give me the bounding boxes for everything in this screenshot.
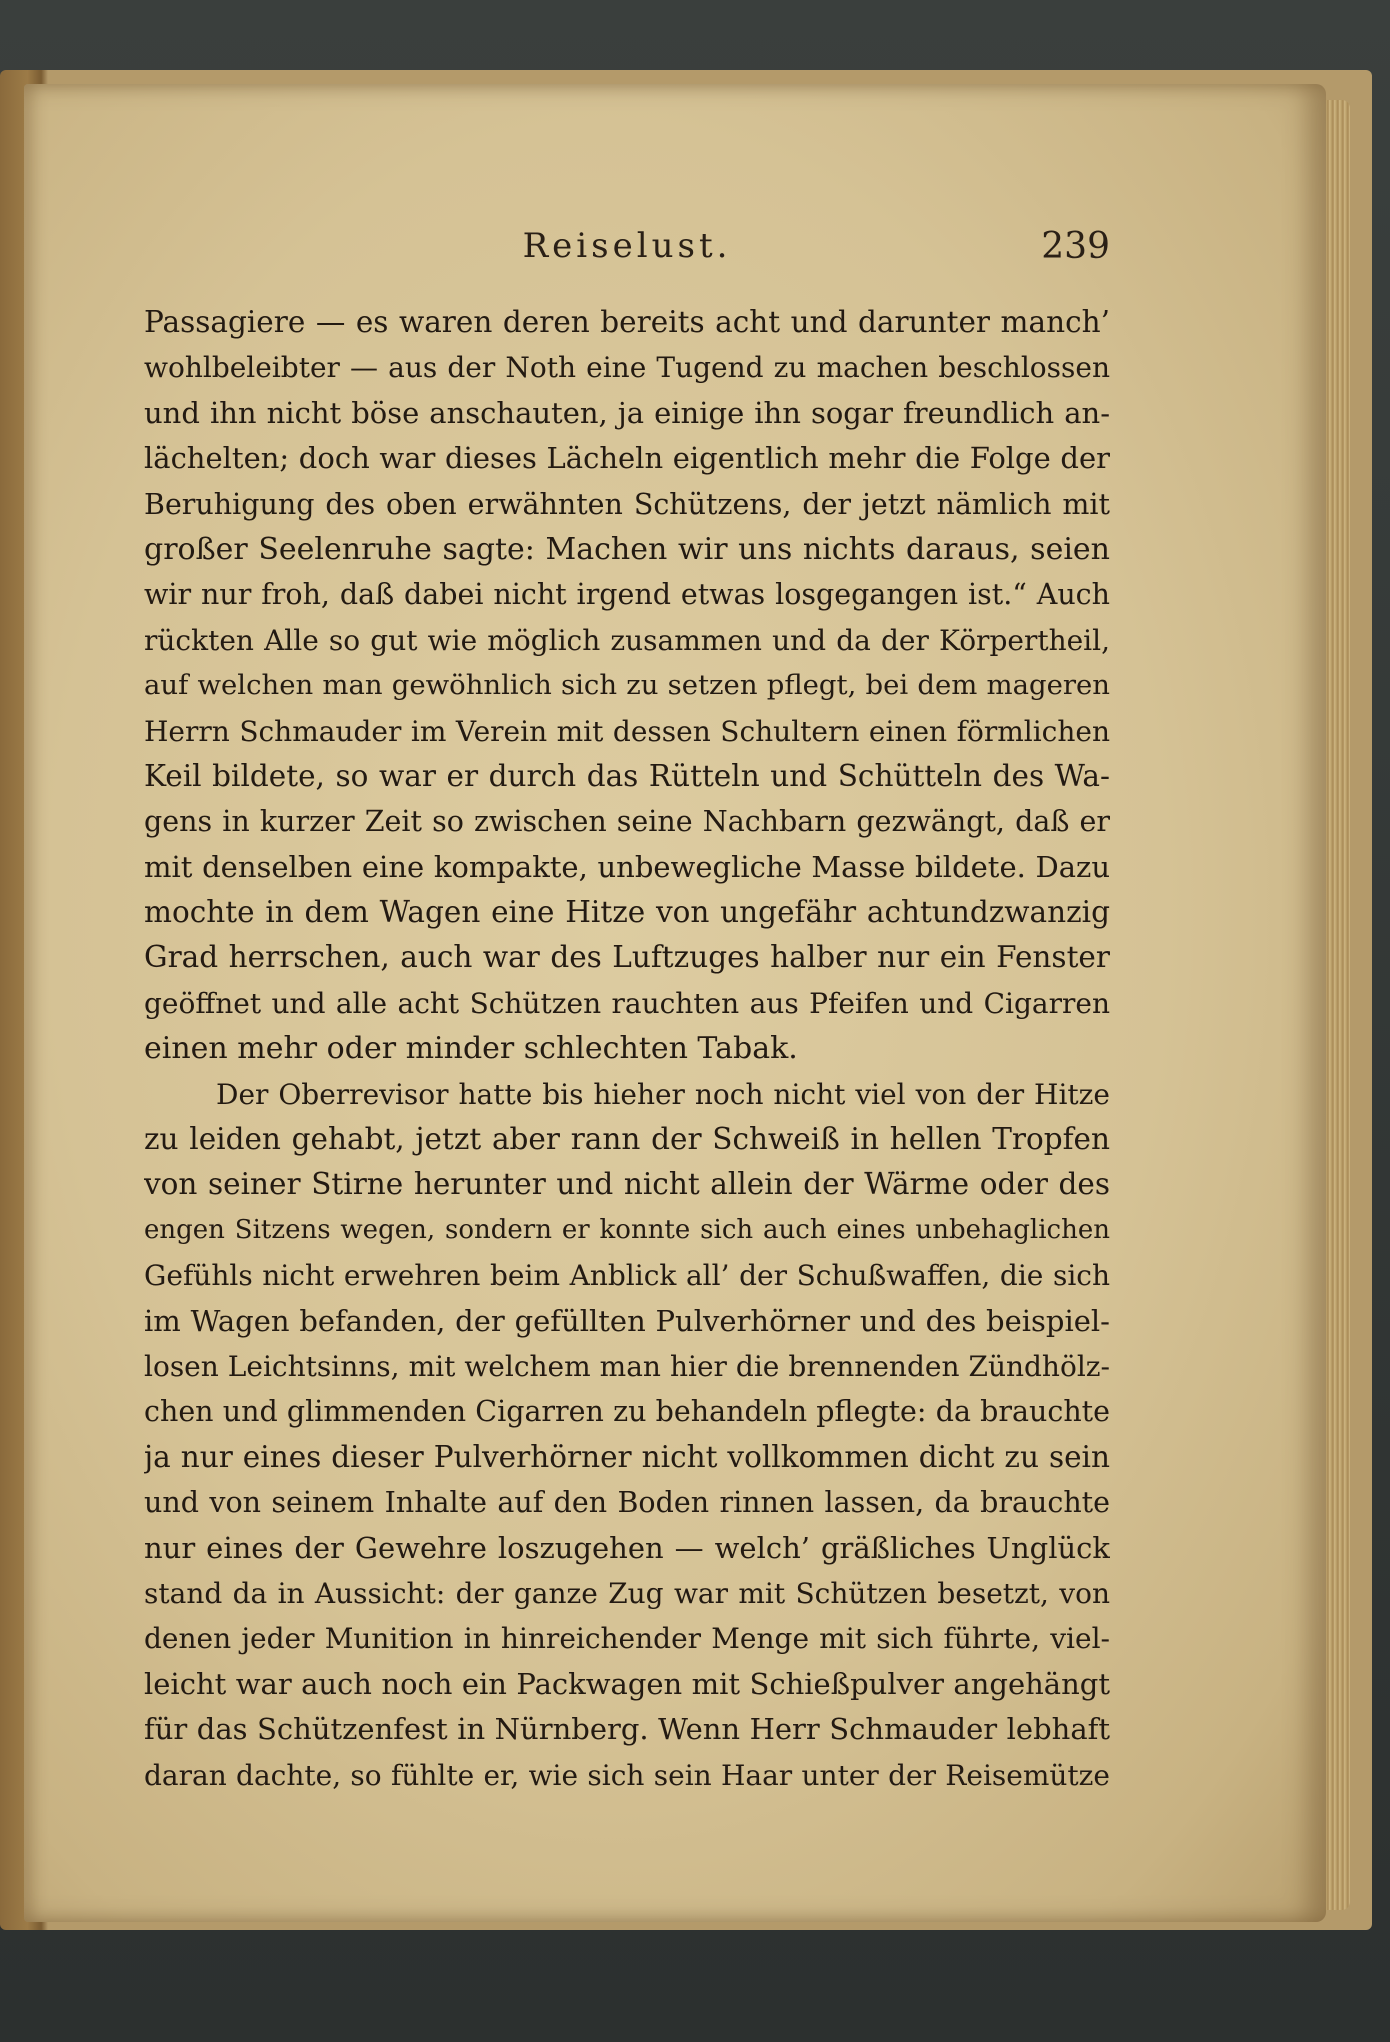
- text-line: auf welchen man gewöhnlich sich zu setzen pflegt, bei dem mageren: [144, 669, 1110, 702]
- text-line: Grad herrschen, auch war des Luftzuges halber nur ein Fenster: [144, 940, 1110, 975]
- text-line: Beruhigung des oben erwähnten Schützens, der jetzt nämlich mit: [144, 487, 1110, 521]
- text-line: daran dachte, so fühlte er, wie sich sein Haar unter der Reisemütze: [144, 1758, 1110, 1792]
- text-line: ja nur eines dieser Pulverhörner nicht vollkommen dicht zu sein: [144, 1439, 1110, 1474]
- text-line: geöffnet und alle acht Schützen rauchten aus Pfeifen und Cigarren: [144, 986, 1110, 1020]
- text-line: wir nur froh, daß dabei nicht irgend etwas losgegangen ist.“ Auch: [144, 578, 1110, 612]
- page-number: 239: [1041, 226, 1110, 267]
- text-line: lächelten; doch war dieses Lächeln eigentlich mehr die Folge der: [144, 441, 1110, 476]
- text-line: stand da in Aussicht: der ganze Zug war mit Schützen besetzt, von: [144, 1576, 1110, 1610]
- text-line: chen und glimmenden Cigarren zu behandeln pflegte: da brauchte: [144, 1395, 1110, 1429]
- text-line: großer Seelenruhe sagte: Machen wir uns nichts daraus, seien: [144, 531, 1110, 567]
- text-line: leicht war auch noch ein Packwagen mit Schießpulver angehängt: [144, 1666, 1110, 1701]
- page-header: [144, 226, 1110, 274]
- text-line: gens in kurzer Zeit so zwischen seine Nachbarn gezwängt, daß er: [144, 805, 1110, 839]
- text-line: im Wagen befanden, der gefüllten Pulverhörner und des beispiel-: [144, 1303, 1110, 1338]
- text-line: mit denselben eine kompakte, unbewegliche Masse bildete. Dazu: [144, 849, 1110, 884]
- text-line: und von seinem Inhalte auf den Boden rinnen lassen, da brauchte: [144, 1486, 1110, 1520]
- text-line: für das Schützenfest in Nürnberg. Wenn Herr Schmauder lebhaft: [144, 1712, 1110, 1747]
- paragraph-1: [144, 300, 1110, 1072]
- paragraph-2: [144, 1072, 1110, 1798]
- text-line: wohlbeleibter — aus der Noth eine Tugend zu machen beschlossen: [144, 351, 1110, 385]
- text-line: Der Oberrevisor hatte bis hieher noch nicht viel von der Hitze: [216, 1077, 1110, 1111]
- text-line: von seiner Stirne herunter und nicht allein der Wärme oder des: [144, 1167, 1110, 1202]
- text-line: Keil bildete, so war er durch das Rütteln und Schütteln des Wa-: [144, 758, 1110, 793]
- running-title: Reiselust.: [522, 226, 732, 266]
- text-line: denen jeder Munition in hinreichender Menge mit sich führte, viel-: [144, 1622, 1110, 1656]
- text-line: Passagiere — es waren deren bereits acht und darunter manch’: [144, 305, 1110, 339]
- text-line: mochte in dem Wagen eine Hitze von ungefähr achtundzwanzig: [144, 895, 1110, 930]
- text-line: engen Sitzens wegen, sondern er konnte sich auch eines unbehaglichen: [144, 1214, 1110, 1245]
- text-line: Gefühls nicht erwehren beim Anblick all’ der Schußwaffen, die sich: [144, 1259, 1110, 1293]
- body-text: [144, 300, 1110, 1798]
- text-line: und ihn nicht böse anschauten, ja einige ihn sogar freundlich an-: [144, 395, 1110, 430]
- text-line: losen Leichtsinns, mit welchem man hier die brennenden Zündhölz-: [144, 1349, 1110, 1383]
- text-line: Herrn Schmauder im Verein mit dessen Schultern einen förmlichen: [144, 714, 1110, 748]
- text-line: rückten Alle so gut wie möglich zusammen und da der Körpertheil,: [144, 623, 1110, 657]
- text-line: zu leiden gehabt, jetzt aber rann der Schweiß in hellen Tropfen: [144, 1122, 1110, 1157]
- text-line: nur eines der Gewehre loszugehen — welch’ gräßliches Unglück: [144, 1530, 1110, 1565]
- text-line: einen mehr oder minder schlechten Tabak.: [144, 1031, 798, 1067]
